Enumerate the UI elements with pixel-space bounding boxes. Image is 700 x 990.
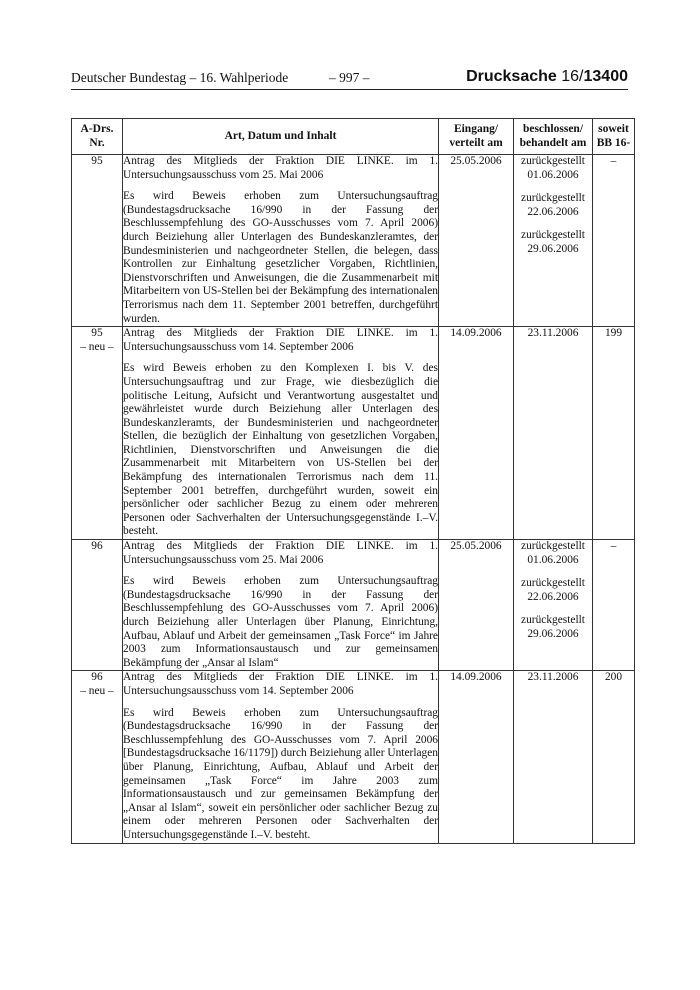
col-header-nr	[72, 119, 123, 155]
decision-date: 23.11.2006	[527, 671, 579, 684]
header-publication: Deutscher Bundestag – 16. Wahlperiode	[71, 70, 289, 85]
col-header-nr-line2: Nr.	[89, 136, 105, 149]
table-row	[72, 155, 635, 327]
decision-date: 29.06.2006	[527, 628, 579, 640]
motion-content	[123, 671, 439, 843]
decision-entry	[514, 577, 592, 604]
motion-number-suffix: – neu –	[80, 340, 114, 353]
motion-content	[123, 540, 439, 671]
decision-status: zurückgestellt	[521, 229, 585, 242]
table-row	[72, 671, 635, 843]
bb-reference: –	[593, 540, 635, 671]
header-doc-id: 13400	[583, 68, 628, 85]
received-date: 25.05.2006	[439, 155, 514, 327]
motion-number-suffix: – neu –	[80, 684, 114, 697]
decision-entry	[514, 192, 592, 219]
decision-entry	[514, 614, 592, 641]
received-date: 25.05.2006	[439, 540, 514, 671]
decision-status: zurückgestellt	[521, 540, 585, 553]
motion-number	[72, 671, 123, 843]
motions-table	[71, 118, 635, 844]
motion-number-value: 95	[91, 155, 103, 167]
header-page-number: – 997 –	[329, 70, 370, 85]
decision-status: zurückgestellt	[521, 577, 585, 590]
decision-entry	[514, 155, 592, 182]
motion-title: Antrag des Mitglieds der Fraktion DIE LINKE. im 1. Untersuchungsausschuss vom 25. Mai 2006	[123, 155, 438, 181]
decision-column	[514, 540, 593, 671]
col-header-eingang-line1: Eingang/	[453, 122, 499, 135]
motion-title: Antrag des Mitglieds der Fraktion DIE LINKE. im 1. Untersuchungsausschuss vom 14. September 2006	[123, 327, 438, 353]
decision-date: 22.06.2006	[527, 590, 579, 603]
decision-entry	[514, 327, 592, 341]
motion-content	[123, 155, 439, 327]
bb-reference: –	[593, 155, 635, 327]
header-rule	[71, 89, 628, 90]
motion-text: Es wird Beweis erhoben zum Untersuchungsauftrag (Bundestagsdrucksache 16/990 in der Fassung der Beschlussempfehlung des GO-Ausschusses vom 7. April 2006) durch Beiziehung aller Unterlagen des Bundeskanzleramtes, der Bundesministerien und nachgeordneter Stellen, die belegen, dass Kontrollen zur Einhaltung gesetzlicher Vorgaben, Richtlinien, Dienstvorschriften und Anweisungen, die die Zusammenarbeit mit Mitarbeitern von US-Stellen bei der Bekämpfung des internationalen Terrorismus nach dem 11. September 2001 betreffen, durchgeführt wurden.	[123, 190, 438, 325]
decision-entry	[514, 229, 592, 256]
decision-status: zurückgestellt	[521, 192, 585, 205]
bb-reference: 200	[593, 671, 635, 843]
received-date: 14.09.2006	[439, 671, 514, 843]
decision-date: 29.06.2006	[527, 242, 579, 255]
motion-title: Antrag des Mitglieds der Fraktion DIE LINKE. im 1. Untersuchungsausschuss vom 25. Mai 2006	[123, 540, 438, 566]
col-header-content: Art, Datum und Inhalt	[123, 119, 439, 155]
decision-date: 22.06.2006	[527, 205, 579, 218]
header-doc-prefix: 16/	[561, 68, 584, 85]
page-header	[71, 70, 628, 90]
decision-date: 01.06.2006	[527, 168, 579, 181]
motion-text: Es wird Beweis erhoben zum Untersuchungsauftrag (Bundestagsdrucksache 16/990 in der Fassung der Beschlussempfehlung des GO-Ausschusses vom 7. April 2006 [Bundestagsdrucksache 16/1179]) durch Beiziehung aller Unterlagen über Planung, Einrichtung, Aufbau, Ablauf und Arbeit der gemeinsamen „Task Force“ im Jahre 2003 zum Informationsaustausch und zur gemeinsamen Bekämpfung der „Ansar al Islam“, soweit ein persönlicher oder sachlicher Bezug zu einem oder mehreren Personen oder Sachverhalten der Untersuchungsgegenstände I.–V. besteht.	[123, 706, 438, 841]
col-header-eingang	[439, 119, 514, 155]
table-row	[72, 540, 635, 671]
motion-number-value: 96	[91, 540, 103, 553]
decision-date: 01.06.2006	[527, 553, 579, 566]
col-header-nr-line1: A-Drs.	[80, 122, 114, 135]
decision-entry	[514, 671, 592, 685]
decision-column	[514, 155, 593, 327]
header-doc-label: Drucksache	[466, 68, 562, 85]
motion-text: Es wird Beweis erhoben zum Untersuchungsauftrag (Bundestagsdrucksache 16/990 in der Fassung der Beschlussempfehlung des GO-Ausschusses vom 7. April 2006) durch Beiziehung aller Unterlagen über Planung, Einrichtung, Aufbau, Ablauf und Arbeit der gemeinsamen „Task Force“ im Jahre 2003 zum Informationsaustausch und zur gemeinsamen Bekämpfung der „Ansar al Islam“	[123, 575, 438, 669]
motion-number	[72, 540, 123, 671]
table-header-row	[72, 119, 635, 155]
motion-content	[123, 327, 439, 540]
motion-title: Antrag des Mitglieds der Fraktion DIE LINKE. im 1. Untersuchungsausschuss vom 14. September 2006	[123, 671, 438, 697]
col-header-beschlossen-line2: behandelt am	[519, 136, 587, 149]
col-header-soweit-line2: BB 16-	[596, 136, 631, 149]
decision-column	[514, 671, 593, 843]
decision-entry	[514, 540, 592, 567]
col-header-beschlossen-line1: beschlossen/	[522, 122, 584, 135]
motion-number	[72, 327, 123, 540]
decision-status: zurückgestellt	[521, 614, 585, 627]
motion-number	[72, 155, 123, 327]
decision-column	[514, 327, 593, 540]
motion-number-value: 96	[91, 671, 103, 684]
col-header-beschlossen	[514, 119, 593, 155]
header-document-number	[466, 68, 628, 86]
decision-status: zurückgestellt	[521, 155, 585, 167]
col-header-soweit	[593, 119, 635, 155]
motion-number-value: 95	[91, 327, 103, 340]
table-row	[72, 327, 635, 540]
decision-date: 23.11.2006	[527, 327, 579, 340]
motion-text: Es wird Beweis erhoben zu den Komplexen I. bis V. des Untersuchungsauftrag und zur Frage, wie diesbezüglich die politische Leitung, Aufsicht und Verantwortung ausgestaltet und gewährleistet wurde durch Beiziehung aller Unterlagen des Bundeskanzleramts, der Bundesministerien und nachgeordneter Stellen, die bezüglich der Einhaltung von gesetzlichen Vorgaben, Richtlinien, Dienstvorschriften und Anweisungen die die Zusammenarbeit mit Mitarbeitern von US-Stellen bei der Bekämpfung des internationalen Terrorismus nach dem 11. September 2001 betreffen, durchgeführt wurden, soweit ein persönlicher oder sachlicher Bezug zu einem oder mehreren Personen oder Sachverhalten der Untersuchungsgegenstände I.–V. besteht.	[123, 362, 438, 538]
col-header-soweit-line1: soweit	[598, 122, 629, 135]
received-date: 14.09.2006	[439, 327, 514, 540]
col-header-eingang-line2: verteilt am	[449, 136, 503, 149]
table-body	[72, 155, 635, 844]
bb-reference: 199	[593, 327, 635, 540]
